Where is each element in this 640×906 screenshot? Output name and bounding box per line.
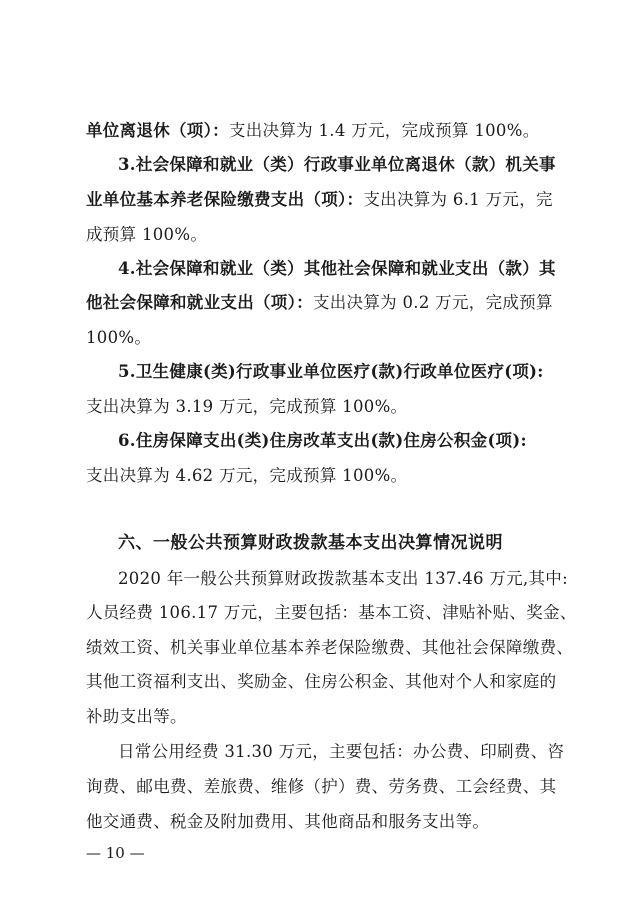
section6-para1-line3: 绩效工资、机关事业单位基本养老保险缴费、其他社会保障缴费、: [86, 638, 574, 657]
item2-continuation-line: [86, 120, 566, 142]
section6-para1-line2: 人员经费 106.17 万元，主要包括：基本工资、津贴补贴、奖金、: [86, 603, 577, 622]
item4-line3: 100%。: [86, 328, 152, 347]
page-number: — 10 —: [86, 844, 145, 862]
item5-line1: 5.卫生健康(类)行政事业单位医疗(款)行政单位医疗(项):: [118, 362, 544, 381]
item3-text: 支出决算为 6.1 万元，完: [363, 190, 553, 209]
item3-bold-label: 业单位基本养老保险缴费支出（项）：: [86, 190, 364, 209]
section6-para1-line5: 补助支出等。: [86, 707, 187, 726]
section6-para1-line1: 2020 年一般公共预算财政拨款基本支出 137.46 万元,其中:: [118, 569, 568, 588]
item2-bold-label: 单位离退休（项）：: [86, 121, 229, 140]
item6-line2: 支出决算为 4.62 万元，完成预算 100%。: [86, 466, 408, 485]
item2-text: 支出决算为 1.4 万元，完成预算 100%。: [228, 121, 540, 140]
section6-para2-line2: 询费、邮电费、差旅费、维修（护）费、劳务费、工会经费、其: [86, 777, 557, 796]
item6-line1: 6.住房保障支出(类)住房改革支出(款)住房公积金(项):: [118, 431, 527, 450]
item3-line2: [86, 189, 566, 211]
section6-para2-line3: 他交通费、税金及附加费用、其他商品和服务支出等。: [86, 812, 490, 831]
item3-line3: 成预算 100%。: [86, 225, 208, 244]
item4-bold-label: 他社会保障和就业支出（项）：: [86, 293, 313, 312]
item4-text: 支出决算为 0.2 万元，完成预算: [312, 293, 553, 312]
section6-para1-line4: 其他工资福利支出、奖励金、住房公积金、其他对个人和家庭的: [86, 672, 557, 691]
item4-line1: 4.社会保障和就业（类）其他社会保障和就业支出（款）其: [118, 259, 556, 278]
section6-para2-line1: 日常公用经费 31.30 万元，主要包括：办公费、印刷费、咨: [118, 742, 565, 761]
item4-line2: [86, 292, 566, 314]
section6-heading: 六、一般公共预算财政拨款基本支出决算情况说明: [118, 533, 503, 553]
item5-line2: 支出决算为 3.19 万元，完成预算 100%。: [86, 397, 408, 416]
item3-line1: 3.社会保障和就业（类）行政事业单位离退休（款）机关事: [118, 155, 556, 174]
